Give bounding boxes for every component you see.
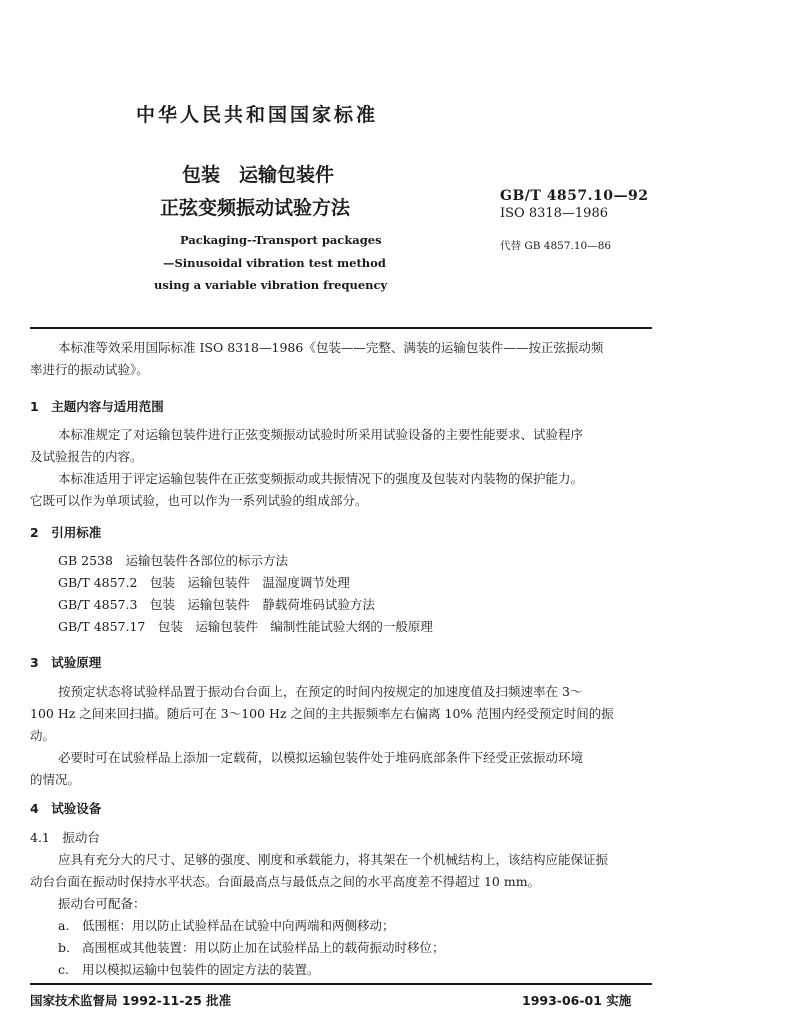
section1-p1-line1: 本标准规定了对运输包装件进行正弦变频振动试验时所采用试验设备的主要性能要求、试验程序	[58, 427, 584, 442]
section1-paragraphs	[30, 424, 660, 512]
section1-p2-line1: 本标准适用于评定运输包装件在正弦变频振动或共振情况下的强度及包装对内装物的保护能力。	[58, 471, 584, 486]
section3-p2-line1: 必要时可在试验样品上添加一定载荷，以模拟运输包装件处于堆码底部条件下经受正弦振动环境	[58, 750, 584, 765]
title-en-line1: Packaging--Transport packages	[180, 233, 382, 247]
option-item	[58, 959, 445, 981]
reference-item: GB/T 4857.17 包装 运输包装件 编制性能试验大纲的一般原理	[58, 619, 433, 634]
equipment-options-list	[58, 915, 445, 981]
section1-p2-line2: 它既可以作为单项试验，也可以作为一系列试验的组成部分。	[30, 493, 368, 508]
section3-p2-line2: 的情况。	[30, 772, 81, 787]
section3-p1-line2: 100 Hz 之间来回扫描。随后可在 3～100 Hz 之间的主共振频率左右偏离 10% 范围内经受预定时间的振	[30, 706, 614, 721]
option-text: 高围框或其他装置：用以防止加在试验样品上的载荷振动时移位；	[82, 940, 445, 955]
section3-p1-line1: 按预定状态将试验样品置于振动台台面上，在预定的时间内按规定的加速度值及扫频速率在 3～	[58, 684, 583, 699]
section3-paragraphs	[30, 681, 660, 791]
reference-item: GB/T 4857.2 包装 运输包装件 温湿度调节处理	[58, 575, 350, 590]
standard-code-iso: ISO 8318—1986	[500, 206, 608, 221]
footer-divider	[30, 983, 652, 985]
section1-p1-line2: 及试验报告的内容。	[30, 449, 143, 464]
title-zh-line1: 包装 运输包装件	[182, 164, 335, 186]
section1-heading: 1 主题内容与适用范围	[30, 399, 164, 414]
approval-date: 国家技术监督局 1992-11-25 批准	[30, 993, 232, 1008]
option-text: 用以模拟运输中包装件的固定方法的装置。	[82, 962, 320, 977]
title-en-line2: —Sinusoidal vibration test method	[163, 256, 386, 270]
intro-line1: 本标准等效采用国际标准 ISO 8318—1986《包装——完整、满装的运输包装件——按正弦振动频	[58, 340, 604, 355]
section4-paragraphs	[30, 849, 660, 915]
option-marker: a.	[58, 918, 70, 933]
option-text: 低围框：用以防止试验样品在试验中向两端和两侧移动；	[82, 918, 395, 933]
title-zh-line2: 正弦变频振动试验方法	[160, 197, 351, 219]
replaces-note: 代替 GB 4857.10—86	[500, 240, 612, 252]
intro-paragraph	[30, 337, 655, 381]
standard-code-gb: GB/T 4857.10—92	[500, 188, 649, 204]
intro-line2: 率进行的振动试验》。	[30, 362, 149, 377]
section4-heading: 4 试验设备	[30, 801, 102, 816]
option-marker: b.	[58, 940, 70, 955]
reference-item: GB/T 4857.3 包装 运输包装件 静载荷堆码试验方法	[58, 597, 375, 612]
option-marker: c.	[58, 962, 69, 977]
reference-item: GB 2538 运输包装件各部位的标示方法	[58, 553, 288, 568]
reference-list	[58, 551, 433, 639]
option-item	[58, 915, 445, 937]
section3-heading: 3 试验原理	[30, 655, 102, 670]
section4-1-heading: 4.1 振动台	[30, 830, 100, 845]
option-item	[58, 937, 445, 959]
title-en-line3: using a variable vibration frequency	[154, 278, 388, 292]
section4-p2: 振动台可配备：	[58, 896, 146, 911]
section2-heading: 2 引用标准	[30, 525, 102, 540]
section4-p1-line1: 应具有充分大的尺寸、足够的强度、刚度和承载能力，将其架在一个机械结构上，该结构应能保证振	[58, 852, 609, 867]
header-divider	[30, 327, 652, 329]
national-standard-title: 中华人民共和国国家标准	[136, 104, 379, 126]
implementation-date: 1993-06-01 实施	[522, 993, 632, 1008]
section3-p1-line3: 动。	[30, 728, 56, 743]
section4-p1-line2: 动台台面在振动时保持水平状态。台面最高点与最低点之间的水平高度差不得超过 10 mm。	[30, 874, 541, 889]
